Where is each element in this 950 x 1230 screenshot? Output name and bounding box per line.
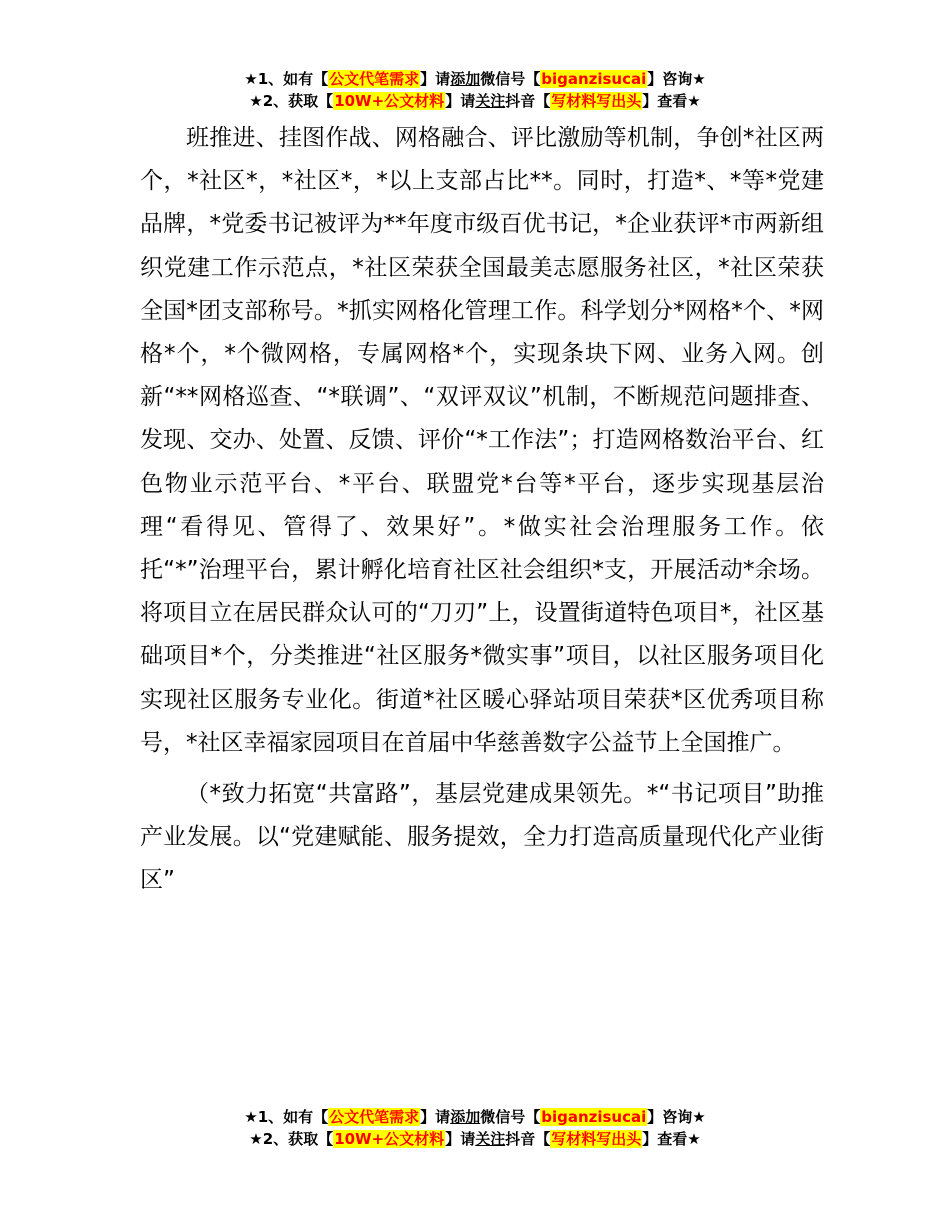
highlight-wechat-id: biganzisucai bbox=[541, 70, 647, 88]
body-paragraph-1: 班推进、挂图作战、网格融合、评比激励等机制，争创*社区两个，*社区*，*社区*，*以上支部占比**。同时，打造*、*等*党建品牌，*党委书记被评为**年度市级百优书记，*企业获评*市两新组织党建工作示范点，*社区荣获全国最美志愿服务社区，*社区荣获全国*团支部称号。*抓实网格化管理工作。科学划分*网格*个、*网格*个，*个微网格，专属网格*个，实现条块下网、业务入网。创新“**网格巡查、“*联调”、“双评双议”机制，不断规范问题排查、发现、交办、处置、反馈、评价“*工作法”；打造网格数治平台、红色物业示范平台、*平台、联盟党*台等*平台，逐步实现基层治理“看得见、管得了、效果好”。*做实社会治理服务工作。依托“*”治理平台，累计孵化培育社区社会组织*支，开展活动*余场。将项目立在居民群众认可的“刀刃”上，设置街道特色项目*，社区基础项目*个，分类推进“社区服务*微实事”项目，以社区服务项目化实现社区服务专业化。街道*社区暖心驿站项目荣获*区优秀项目称号，*社区幸福家园项目在首届中华慈善数字公益节上全国推广。 bbox=[140, 125, 824, 756]
underlined-text: 关注 bbox=[475, 1130, 506, 1148]
highlight-wechat-id: biganzisucai bbox=[541, 1108, 647, 1126]
banner-text: 微信号【 bbox=[480, 70, 541, 88]
banner-text: 】咨询★ bbox=[647, 70, 706, 88]
header-banner bbox=[0, 68, 950, 112]
banner-text: 抖音【 bbox=[505, 92, 551, 110]
footer-banner-line-1 bbox=[0, 1106, 950, 1128]
header-banner-line-2 bbox=[0, 90, 950, 112]
banner-text: 】请 bbox=[420, 70, 451, 88]
banner-text: 】请 bbox=[445, 1130, 476, 1148]
banner-text: 】请 bbox=[420, 1108, 451, 1126]
banner-text: 微信号【 bbox=[480, 1108, 541, 1126]
highlight-service-text: 公文代笔需求 bbox=[329, 1108, 420, 1126]
highlight-douyin-account: 写材料写出头 bbox=[551, 92, 642, 110]
footer-banner bbox=[0, 1106, 950, 1150]
banner-text: ★1、如有【 bbox=[244, 1108, 329, 1126]
banner-text: 】咨询★ bbox=[647, 1108, 706, 1126]
banner-text: ★2、获取【 bbox=[249, 1130, 334, 1148]
document-body bbox=[140, 117, 824, 903]
highlight-douyin-account: 写材料写出头 bbox=[551, 1130, 642, 1148]
banner-text: 】查看★ bbox=[642, 1130, 701, 1148]
banner-text: ★1、如有【 bbox=[244, 70, 329, 88]
highlight-materials-text: 10W+公文材料 bbox=[334, 92, 445, 110]
highlight-materials-text: 10W+公文材料 bbox=[334, 1130, 445, 1148]
footer-banner-line-2 bbox=[0, 1128, 950, 1150]
banner-text: 】查看★ bbox=[642, 92, 701, 110]
highlight-service-text: 公文代笔需求 bbox=[329, 70, 420, 88]
banner-text: 抖音【 bbox=[505, 1130, 551, 1148]
banner-text: ★2、获取【 bbox=[249, 92, 334, 110]
underlined-text: 添加 bbox=[450, 1108, 481, 1126]
body-paragraph-2: （*致力拓宽“共富路”，基层党建成果领先。*“书记项目”助推产业发展。以“党建赋能、服务提效，全力打造高质量现代化产业街区” bbox=[140, 781, 824, 894]
header-banner-line-1 bbox=[0, 68, 950, 90]
underlined-text: 关注 bbox=[475, 92, 506, 110]
underlined-text: 添加 bbox=[450, 70, 481, 88]
banner-text: 】请 bbox=[445, 92, 476, 110]
